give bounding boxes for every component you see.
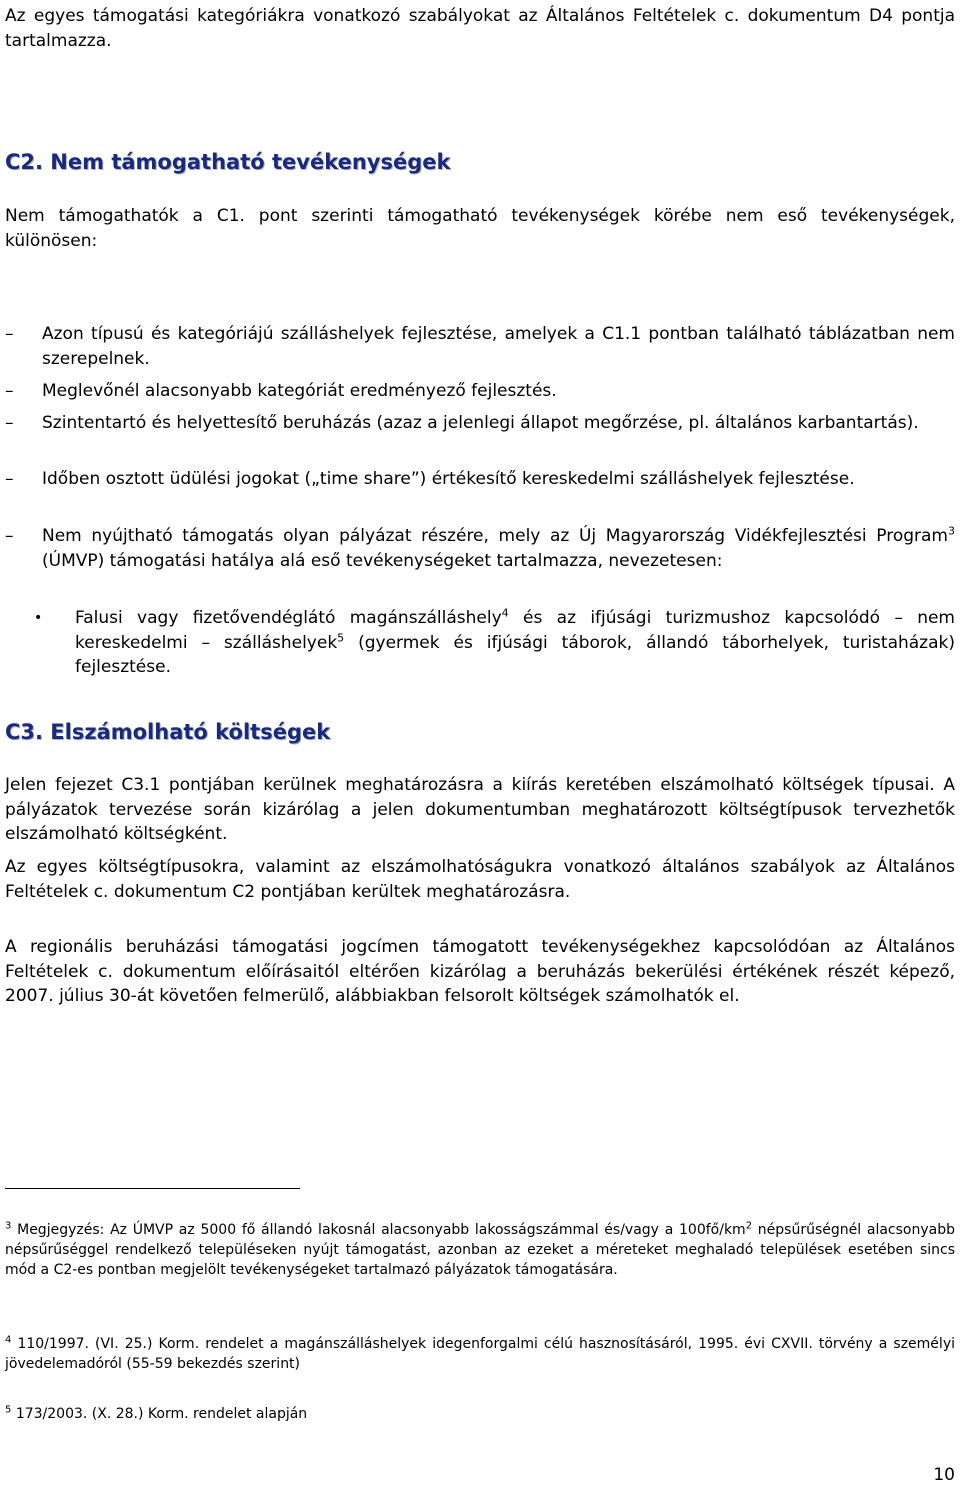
bullet-item-text: Falusi vagy fizetővendéglátó magánszálláshely$^4$ és az ifjúsági turizmushoz kapcsolódó – nem kereskedelmi – szálláshelyek$^5$ (gyermek és ifjúsági táborok, állandó táborhelyek, turistaházak) fejlesztése. xyxy=(75,606,955,677)
list-item xyxy=(5,322,955,371)
footnote-number: 5 xyxy=(5,1404,12,1416)
footnote-4: $^4$ 110/1997. (VI. 25.) Korm. rendelet a magánszálláshelyek idegenforgalmi célú hasznosításáról, 1995. évi CXVII. törvény a személyi jövedelemadóról (55-59 bekezdés szerint) xyxy=(5,1334,955,1372)
dash-marker: – xyxy=(5,413,14,433)
intro-paragraph: Az egyes támogatási kategóriákra vonatkozó szabályokat az Általános Feltételek c. dokumentum D4 pontja tartalmazza. xyxy=(5,6,955,51)
list-item-text: Szintentartó és helyettesítő beruházás (azaz a jelenlegi állapot megőrzése, pl. általános karbantartás). xyxy=(42,413,919,433)
footnote-ref: 4 xyxy=(501,606,509,620)
footnote-5: $^5$ 173/2003. (X. 28.) Korm. rendelet alapján xyxy=(5,1404,308,1422)
page-number: 10 xyxy=(933,1465,955,1485)
footnote-ref: 3 xyxy=(948,524,955,538)
footnote-ref: 5 xyxy=(337,630,345,644)
c3-paragraph-3: A regionális beruházási támogatási jogcímen támogatott tevékenységekhez kapcsolódóan az Általános Feltételek c. dokumentum előírásaitól eltérően kizárólag a beruházás bekerülési értékének részét képező, 2007. július 30-át követően felmerülő, alábbiakban felsorolt költségek számolhatók el. xyxy=(5,937,955,1006)
list-item xyxy=(5,411,955,436)
dash-marker: – xyxy=(5,324,14,344)
section-heading-c2: C2. Nem támogatható tevékenységek xyxy=(5,150,451,174)
list-item-text: Azon típusú és kategóriájú szálláshelyek fejlesztése, amelyek a C1.1 pontban található táblázatban nem szerepelnek. xyxy=(42,324,955,369)
list-item xyxy=(5,467,955,492)
bullet-marker: • xyxy=(34,610,43,626)
list-item-text: Nem nyújtható támogatás olyan pályázat részére, mely az Új Magyarország Vidékfejlesztési Program$^3$ (ÚMVP) támogatási hatálya alá eső tevékenységeket tartalmazza, nevezetesen: xyxy=(42,524,955,571)
list-item-text: Meglevőnél alacsonyabb kategóriát eredményező fejlesztés. xyxy=(42,381,557,401)
bullet-item xyxy=(34,606,955,680)
list-item xyxy=(5,379,955,404)
c2-intro-paragraph: Nem támogathatók a C1. pont szerinti támogatható tevékenységek körébe nem eső tevékenységek, különösen: xyxy=(5,206,955,251)
list-item xyxy=(5,524,955,573)
section-heading-c3: C3. Elszámolható költségek xyxy=(5,720,331,744)
dash-marker: – xyxy=(5,381,14,401)
c3-paragraph-1: Jelen fejezet C3.1 pontjában kerülnek meghatározásra a kiírás keretében elszámolható költségek típusai. A pályázatok tervezése során kizárólag a jelen dokumentumban meghatározott költségtípusok tervezhetők elszámolható költségként. xyxy=(5,775,955,844)
footnote-number: 3 xyxy=(5,1220,12,1232)
dash-marker: – xyxy=(5,526,14,546)
c3-paragraph-2: Az egyes költségtípusokra, valamint az elszámolhatóságukra vonatkozó általános szabályok az Általános Feltételek c. dokumentum C2 pontjában kerültek meghatározásra. xyxy=(5,857,955,902)
footnote-separator xyxy=(5,1188,300,1189)
footnote-number: 4 xyxy=(5,1334,12,1346)
footnote-3: $^3$ Megjegyzés: Az ÚMVP az 5000 fő állandó lakosnál alacsonyabb lakosságszámmal és/vagy a $100fő/km^2$ népsűrűségnél alacsonyabb népsűrűséggel rendelkező településeken nyújt támogatást, azonban az ezeket a méreteket meghaladó települések esetében sincs mód a C2-es pontban megjelölt tevékenységeket tartalmazó pályázatok támogatására. xyxy=(5,1220,955,1278)
dash-marker: – xyxy=(5,469,14,489)
list-item-text: Időben osztott üdülési jogokat („time share”) értékesítő kereskedelmi szálláshelyek fejlesztése. xyxy=(42,469,855,489)
